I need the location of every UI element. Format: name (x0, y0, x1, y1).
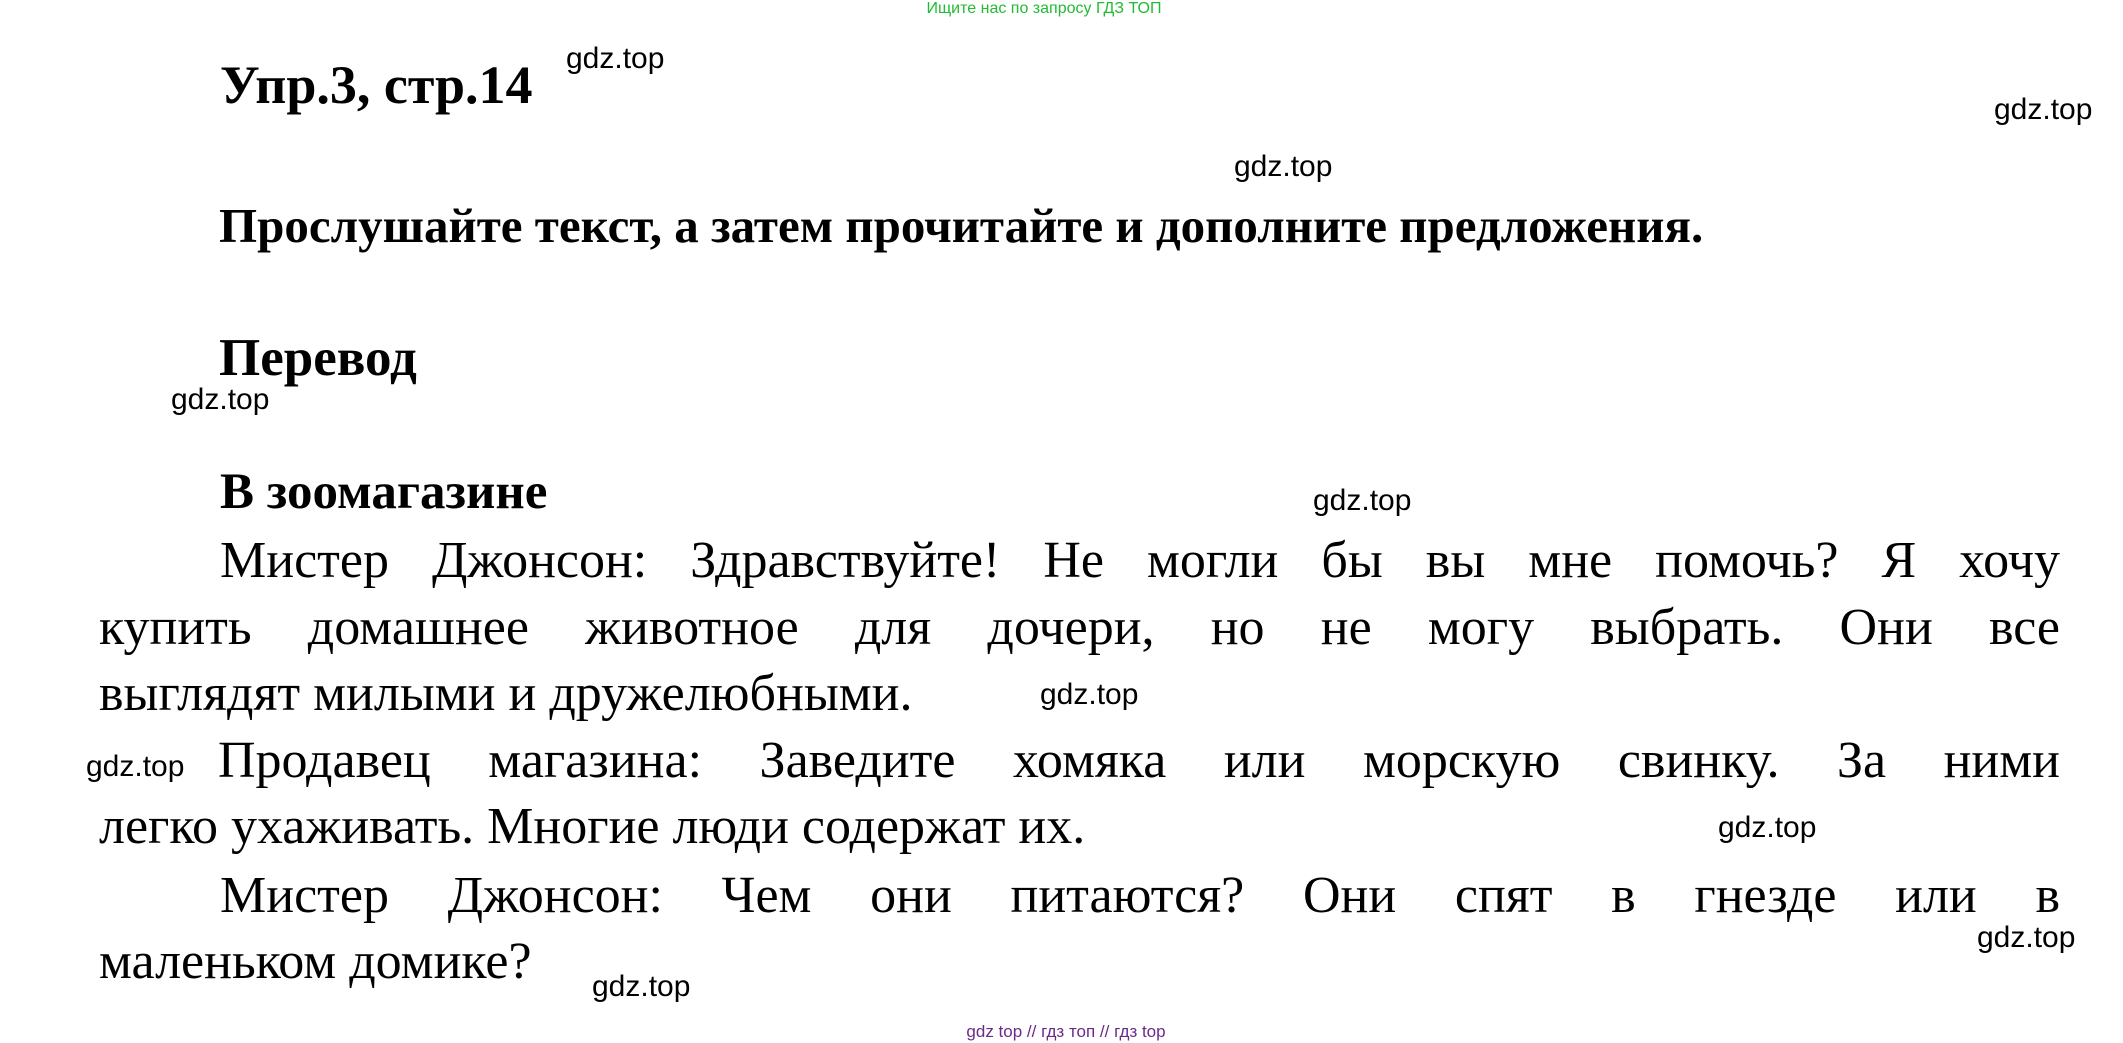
text-line: выглядят милыми и дружелюбными. (99, 665, 913, 722)
watermark: gdz.top (592, 970, 691, 1003)
watermark: gdz.top (1313, 484, 1412, 517)
text-line: купить домашнее животное для дочери, но не могу выбрать. Они все (99, 599, 2060, 656)
exercise-title: Упр.3, стр.14 (220, 55, 533, 115)
watermark: gdz.top (1718, 811, 1817, 844)
watermark: gdz.top (1234, 150, 1333, 183)
watermark: gdz.top (1994, 93, 2093, 126)
text-line: Мистер Джонсон: Здравствуйте! Не могли бы вы мне помочь? Я хочу (220, 532, 2060, 589)
section-heading: Перевод (219, 329, 417, 387)
text-line: Продавец магазина: Заведите хомяка или морскую свинку. За ними (218, 732, 2060, 789)
footer-links: gdz top // гдз топ // гдз top (966, 1022, 1166, 1041)
watermark: gdz.top (1040, 678, 1139, 711)
watermark: gdz.top (86, 750, 185, 783)
watermark: gdz.top (171, 383, 270, 416)
top-banner: Ищите нас по запросу ГДЗ ТОП (926, 0, 1162, 17)
text-line: маленьком домике? (99, 933, 532, 990)
watermark: gdz.top (566, 42, 665, 75)
text-line: Мистер Джонсон: Чем они питаются? Они спят в гнезде или в (220, 867, 2060, 924)
instruction-text: Прослушайте текст, а затем прочитайте и дополните предложения. (219, 198, 1704, 253)
watermark: gdz.top (1977, 921, 2076, 954)
text-subtitle: В зоомагазине (220, 464, 548, 520)
text-line: легко ухаживать. Многие люди содержат их. (99, 798, 1086, 855)
